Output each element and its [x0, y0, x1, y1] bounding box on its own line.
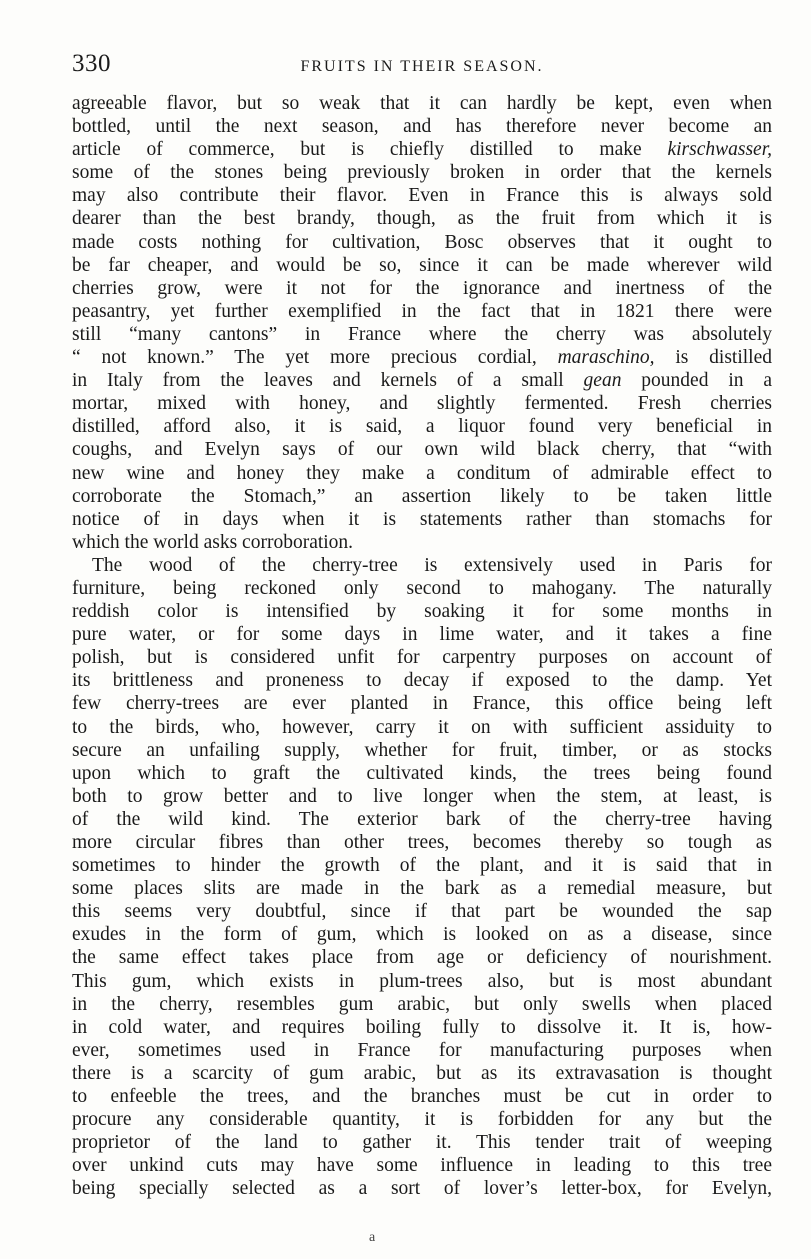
italic-term: gean: [583, 370, 622, 392]
text-line: few cherry-trees are ever planted in France, this office being left: [72, 693, 772, 715]
text-line: still “many cantons” in France where the cherry was absolutely: [72, 323, 772, 345]
italic-term: kirschwasser,: [667, 139, 772, 161]
text-line: of the wild kind. The exterior bark of the cherry-tree having: [72, 808, 772, 830]
text-line: pure water, or for some days in lime water, and it takes a fine: [72, 624, 772, 646]
text-line: reddish color is intensified by soaking it for some months in: [72, 601, 772, 623]
text-line: mortar, mixed with honey, and slightly fermented. Fresh cherries: [72, 393, 772, 415]
page-number: 330: [72, 50, 111, 77]
page-header: [72, 50, 772, 80]
text-line: distilled, afford also, it is said, a liquor found very beneficial in: [72, 416, 772, 438]
text-segment: is distilled: [654, 347, 772, 369]
text-line: proprietor of the land to gather it. This tender trait of weeping: [72, 1132, 772, 1154]
text-segment: article of commerce, but is chiefly distilled to make: [72, 139, 668, 161]
text-line: agreeable flavor, but so weak that it can hardly be kept, even when: [72, 93, 772, 114]
text-line: to enfeeble the trees, and the branches must be cut in order to: [72, 1086, 772, 1108]
text-line: in the cherry, resembles gum arabic, but only swells when placed: [72, 993, 772, 1015]
text-segment: pounded in a: [621, 370, 773, 392]
text-segment: in Italy from the leaves and kernels of a small: [72, 370, 584, 392]
text-line: new wine and honey they make a conditum of admirable effect to: [72, 462, 772, 484]
text-line: coughs, and Evelyn says of our own wild black cherry, that “with: [72, 439, 772, 461]
text-line: polish, but is considered unfit for carpentry purposes on account of: [72, 647, 772, 669]
signature-mark: a: [369, 1230, 376, 1245]
text-line: exudes in the form of gum, which is looked on as a disease, since: [72, 924, 772, 946]
italic-term: maraschino,: [557, 347, 655, 369]
text-line: this seems very doubtful, since if that part be wounded the sap: [72, 901, 772, 923]
text-line: which the world asks corroboration.: [72, 531, 354, 553]
text-line: made costs nothing for cultivation, Bosc observes that it ought to: [72, 231, 772, 253]
text-line: to the birds, who, however, carry it on with sufficient assiduity to: [72, 716, 772, 738]
text-line: The wood of the cherry-tree is extensively used in Paris for: [92, 554, 772, 576]
text-line: its brittleness and proneness to decay if exposed to the damp. Yet: [72, 670, 772, 692]
text-line: more circular fibres than other trees, becomes thereby so tough as: [72, 832, 772, 853]
text-line: the same effect takes place from age or deficiency of nourishment.: [72, 947, 772, 969]
text-line: over unkind cuts may have some influence in leading to this tree: [72, 1155, 772, 1177]
text-line: peasantry, yet further exemplified in the fact that in 1821 there were: [72, 300, 772, 322]
text-line: furniture, being reckoned only second to mahogany. The naturally: [72, 577, 772, 599]
text-line: sometimes to hinder the growth of the plant, and it is said that in: [72, 855, 772, 877]
text-line: corroborate the Stomach,” an assertion likely to be taken little: [72, 485, 772, 507]
text-line: may also contribute their flavor. Even in France this is always sold: [72, 185, 772, 207]
running-title: FRUITS IN THEIR SEASON.: [300, 58, 544, 75]
text-line: some of the stones being previously broken in order that the kernels: [72, 162, 772, 184]
text-line: in cold water, and requires boiling fully to dissolve it. It is, how-: [72, 1016, 772, 1038]
text-segment: “ not known.” The yet more precious cordial,: [72, 347, 558, 369]
text-line: [72, 346, 772, 369]
text-line: be far cheaper, and would be so, since it can be made wherever wild: [72, 254, 772, 276]
text-line: cherries grow, were it not for the ignorance and inertness of the: [72, 277, 772, 299]
text-line: bottled, until the next season, and has therefore never become an: [72, 116, 772, 138]
text-line: procure any considerable quantity, it is forbidden for any but the: [72, 1109, 772, 1131]
text-line: secure an unfailing supply, whether for fruit, timber, or as stocks: [72, 739, 772, 761]
text-line: ever, sometimes used in France for manufacturing purposes when: [72, 1039, 772, 1061]
text-line: being specially selected as a sort of lover’s letter-box, for Evelyn,: [72, 1178, 772, 1200]
text-line: [72, 369, 772, 392]
text-line: both to grow better and to live longer when the stem, at least, is: [72, 785, 772, 807]
text-line: This gum, which exists in plum-trees also, but is most abundant: [72, 970, 772, 992]
text-line: there is a scarcity of gum arabic, but as its extravasation is thought: [72, 1062, 772, 1084]
text-line: dearer than the best brandy, though, as the fruit from which it is: [72, 208, 772, 230]
text-line: [72, 138, 772, 161]
text-line: some places slits are made in the bark as a remedial measure, but: [72, 878, 772, 900]
text-line: upon which to graft the cultivated kinds, the trees being found: [72, 762, 772, 784]
body-text: [72, 92, 772, 1201]
text-line: notice of in days when it is statements rather than stomachs for: [72, 508, 772, 530]
